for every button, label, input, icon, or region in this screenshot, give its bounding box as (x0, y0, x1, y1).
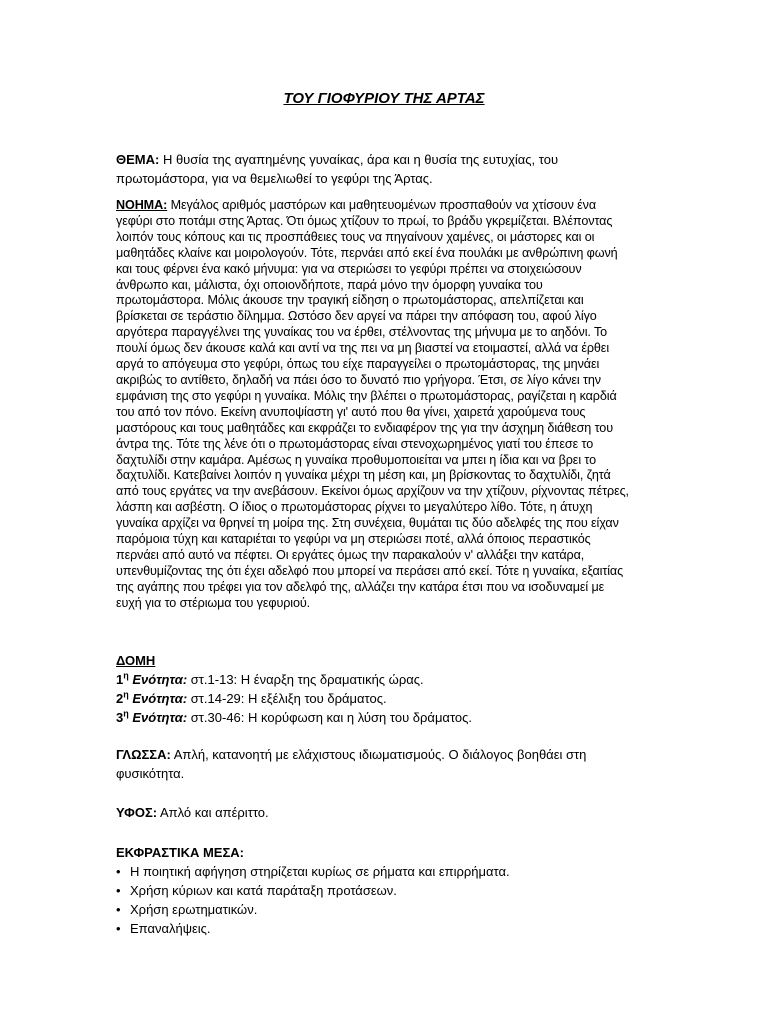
domi-section (116, 651, 632, 727)
yfos-label: ΥΦΟΣ: (116, 805, 158, 820)
glossa-section (116, 745, 632, 783)
noima-text: Μεγάλος αριθμός μαστόρων και μαθητευομένων προσπαθούν να χτίσουν ένα γεφύρι στο ποτάμι στης Άρτας. Ότι όμως χτίζουν το πρωί, το βράδυ γκρεμίζεται. Βλέποντας λοιπόν τους κόπους και τις προσπάθειες τους να πηγαίνουν χαμένες, οι μάστορες και οι μαθητάδες κλαίνε και μοιρολογούν. Τότε, περνάει από εκεί ένα πουλάκι με ανθρώπινη φωνή και τους φέρνει ένα κακό μήνυμα: για να στεριώσει το γεφύρι πρέπει να στοιχειώσουν άνθρωπο και, μάλιστα, όχι οποιονδήποτε, παρά μόνο την όμορφη γυναίκα του πρωτομάστορα. Μόλις άκουσε την τραγική είδηση ο πρωτομάστορας, απελπίζεται και βρίσκεται σε τεράστιο δίλημμα. Ωστόσο δεν αργεί να πάρει την απόφαση του, αφού λίγο αργότερα παραγγέλνει της γυναίκας του να έρθει, στέλνοντας της μήνυμα με το αηδόνι. Το πουλί όμως δεν άκουσε καλά και αντί να της πει να μη βιαστεί να ετοιμαστεί, αλλά να έρθει αργά το απόγευμα στο γεφύρι, όπως του είχε παραγγείλει ο πρωτομάστορας, της μηνάει ακριβώς το αντίθετο, δηλαδή να πάει όσο το δυνατό πιο γρήγορα. Έτσι, σε λίγο κάνει την εμφάνιση της στο γεφύρι η γυναίκα. Μόλις την βλέπει ο πρωτομάστορας, ραγίζεται η καρδιά του από τον πόνο. Εκείνη ανυποψίαστη γι' αυτό που θα γίνει, χαιρετά χαρούμενα τους μαστόρους και τους μαθητάδες και εκφράζει το ενδιαφέρον της για την άσχημη διάθεση του άντρα της. Τότε της λένε ότι ο πρωτομάστορας είναι στενοχωρημένος γιατί του έπεσε το δαχτυλίδι στην καμάρα. Αμέσως η γυναίκα προθυμοποιείται να μπει η ίδια και να βρει το δαχτυλίδι. Κατεβαίνει λοιπόν η γυναίκα μέχρι τη μέση και, μη βρίσκοντας το δαχτυλίδι, ζητά από τους εργάτες να την ανεβάσουν. Εκείνοι όμως αρχίζουν να την χτίζουν, ρίχνοντας πέτρες, λάσπη και ασβέστη. Ο ίδιος ο πρωτομάστορας ρίχνει το μεγαλύτερο λίθο. Τότε, η άτυχη γυναίκα αρχίζει να θρηνεί τη μοίρα της. Στη συνέχεια, θυμάται τις δύο αδελφές της που είχαν παρόμοια τύχη και καταριέται το γεφύρι να μη στεριώσει ποτέ, αλλά όποιος περαστικός περνάει από αυτό να πέφτει. Οι εργάτες όμως την παρακαλούν ν' αλλάξει την κατάρα, υπενθυμίζοντας της ότι έχει αδελφό που μπορεί να περάσει από εκεί. Τότε η γυναίκα, εξαιτίας της αγάπης που τρέφει για τον αδελφό της, αλλάζει την κατάρα έτσι που να ισοδυναμεί με ευχή για το στέριωμα του γεφυριού. (116, 198, 629, 610)
unit-row-3 (116, 708, 632, 727)
unit-number: 3 (116, 710, 124, 725)
list-item: • Η ποιητική αφήγηση στηρίζεται κυρίως σε ρήματα και επιρρήματα. (116, 862, 632, 881)
yfos-paragraph (116, 803, 632, 822)
ekfrastika-label: ΕΚΦΡΑΣΤΙΚΑ ΜΕΣΑ: (116, 845, 244, 860)
list-item: • Επαναλήψεις. (116, 919, 632, 938)
thema-paragraph (116, 150, 632, 188)
unit-number: 2 (116, 691, 124, 706)
list-item: • Χρήση κύριων και κατά παράταξη προτάσεων. (116, 881, 632, 900)
ekfrastika-section (116, 843, 632, 938)
domi-label: ΔΟΜΗ (116, 653, 156, 668)
thema-section (116, 150, 632, 188)
noima-label: ΝΟΗΜΑ: (116, 198, 168, 212)
unit-row-2 (116, 689, 632, 708)
yfos-section (116, 803, 632, 822)
unit-label: Ενότητα: (128, 710, 188, 725)
unit-label: Ενότητα: (128, 691, 188, 706)
unit-text: στ.14-29: Η εξέλιξη του δράματος. (187, 691, 387, 706)
glossa-label: ΓΛΩΣΣΑ: (116, 747, 171, 762)
glossa-paragraph (116, 745, 632, 783)
unit-number: 1 (116, 672, 124, 687)
unit-ordinal: η (123, 670, 129, 681)
unit-label: Ενότητα: (128, 672, 188, 687)
thema-text: Η θυσία της αγαπημένης γυναίκας, άρα και η θυσία της ευτυχίας, του πρωτομάστορα, για να θεμελιωθεί το γεφύρι της Άρτας. (116, 152, 559, 186)
unit-row-1 (116, 670, 632, 689)
list-item: • Χρήση ερωτηματικών. (116, 900, 632, 919)
unit-text: στ.30-46: Η κορύφωση και η λύση του δράματος. (187, 710, 473, 725)
unit-text: στ.1-13: Η έναρξη της δραματικής ώρας. (187, 672, 424, 687)
yfos-text: Απλό και απέριττο. (157, 805, 269, 820)
thema-label: ΘΕΜΑ: (116, 152, 160, 167)
document-title: ΤΟΥ ΓΙΟΦΥΡΙΟΥ ΤΗΣ ΑΡΤΑΣ (283, 90, 485, 107)
noima-section (116, 198, 632, 612)
unit-ordinal: η (123, 689, 129, 700)
ekfrastika-list (116, 862, 632, 938)
noima-paragraph (116, 198, 632, 612)
unit-ordinal: η (123, 708, 129, 719)
glossa-text: Απλή, κατανοητή με ελάχιστους ιδιωματισμούς. Ο διάλογος βοηθάει στη φυσικότητα. (116, 747, 587, 781)
